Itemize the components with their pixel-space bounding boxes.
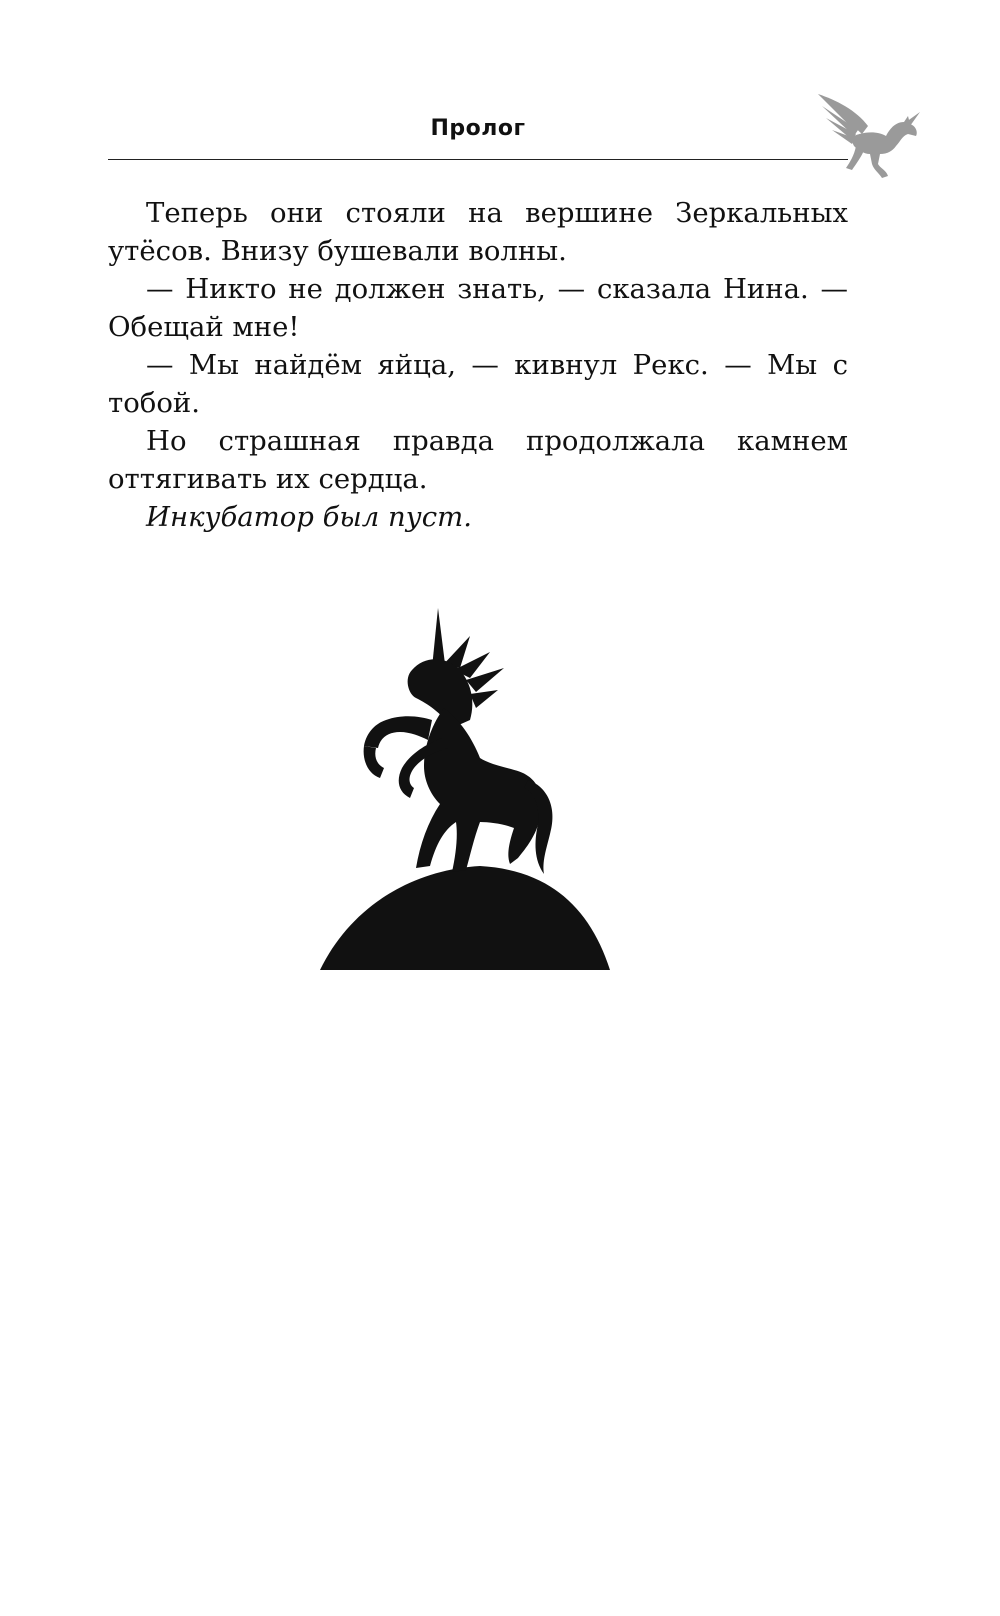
body-text [108, 194, 848, 536]
header-rule [108, 159, 848, 160]
page-title: Пролог [430, 116, 526, 141]
unicorn-silhouette-icon [320, 608, 640, 978]
paragraph: — Никто не должен знать, — сказала Нина. — Обещай мне! [108, 273, 848, 343]
paragraph: — Мы найдём яйца, — кивнул Рекс. — Мы с тобой. [108, 349, 848, 419]
italic-final-line: Инкубатор был пуст. [146, 501, 472, 533]
paragraph: Теперь они стояли на вершине Зеркальных утёсов. Внизу бушевали волны. [108, 197, 848, 267]
winged-unicorn-icon [816, 92, 920, 188]
paragraph: Но страшная правда продолжала камнем оттягивать их сердца. [108, 425, 848, 495]
